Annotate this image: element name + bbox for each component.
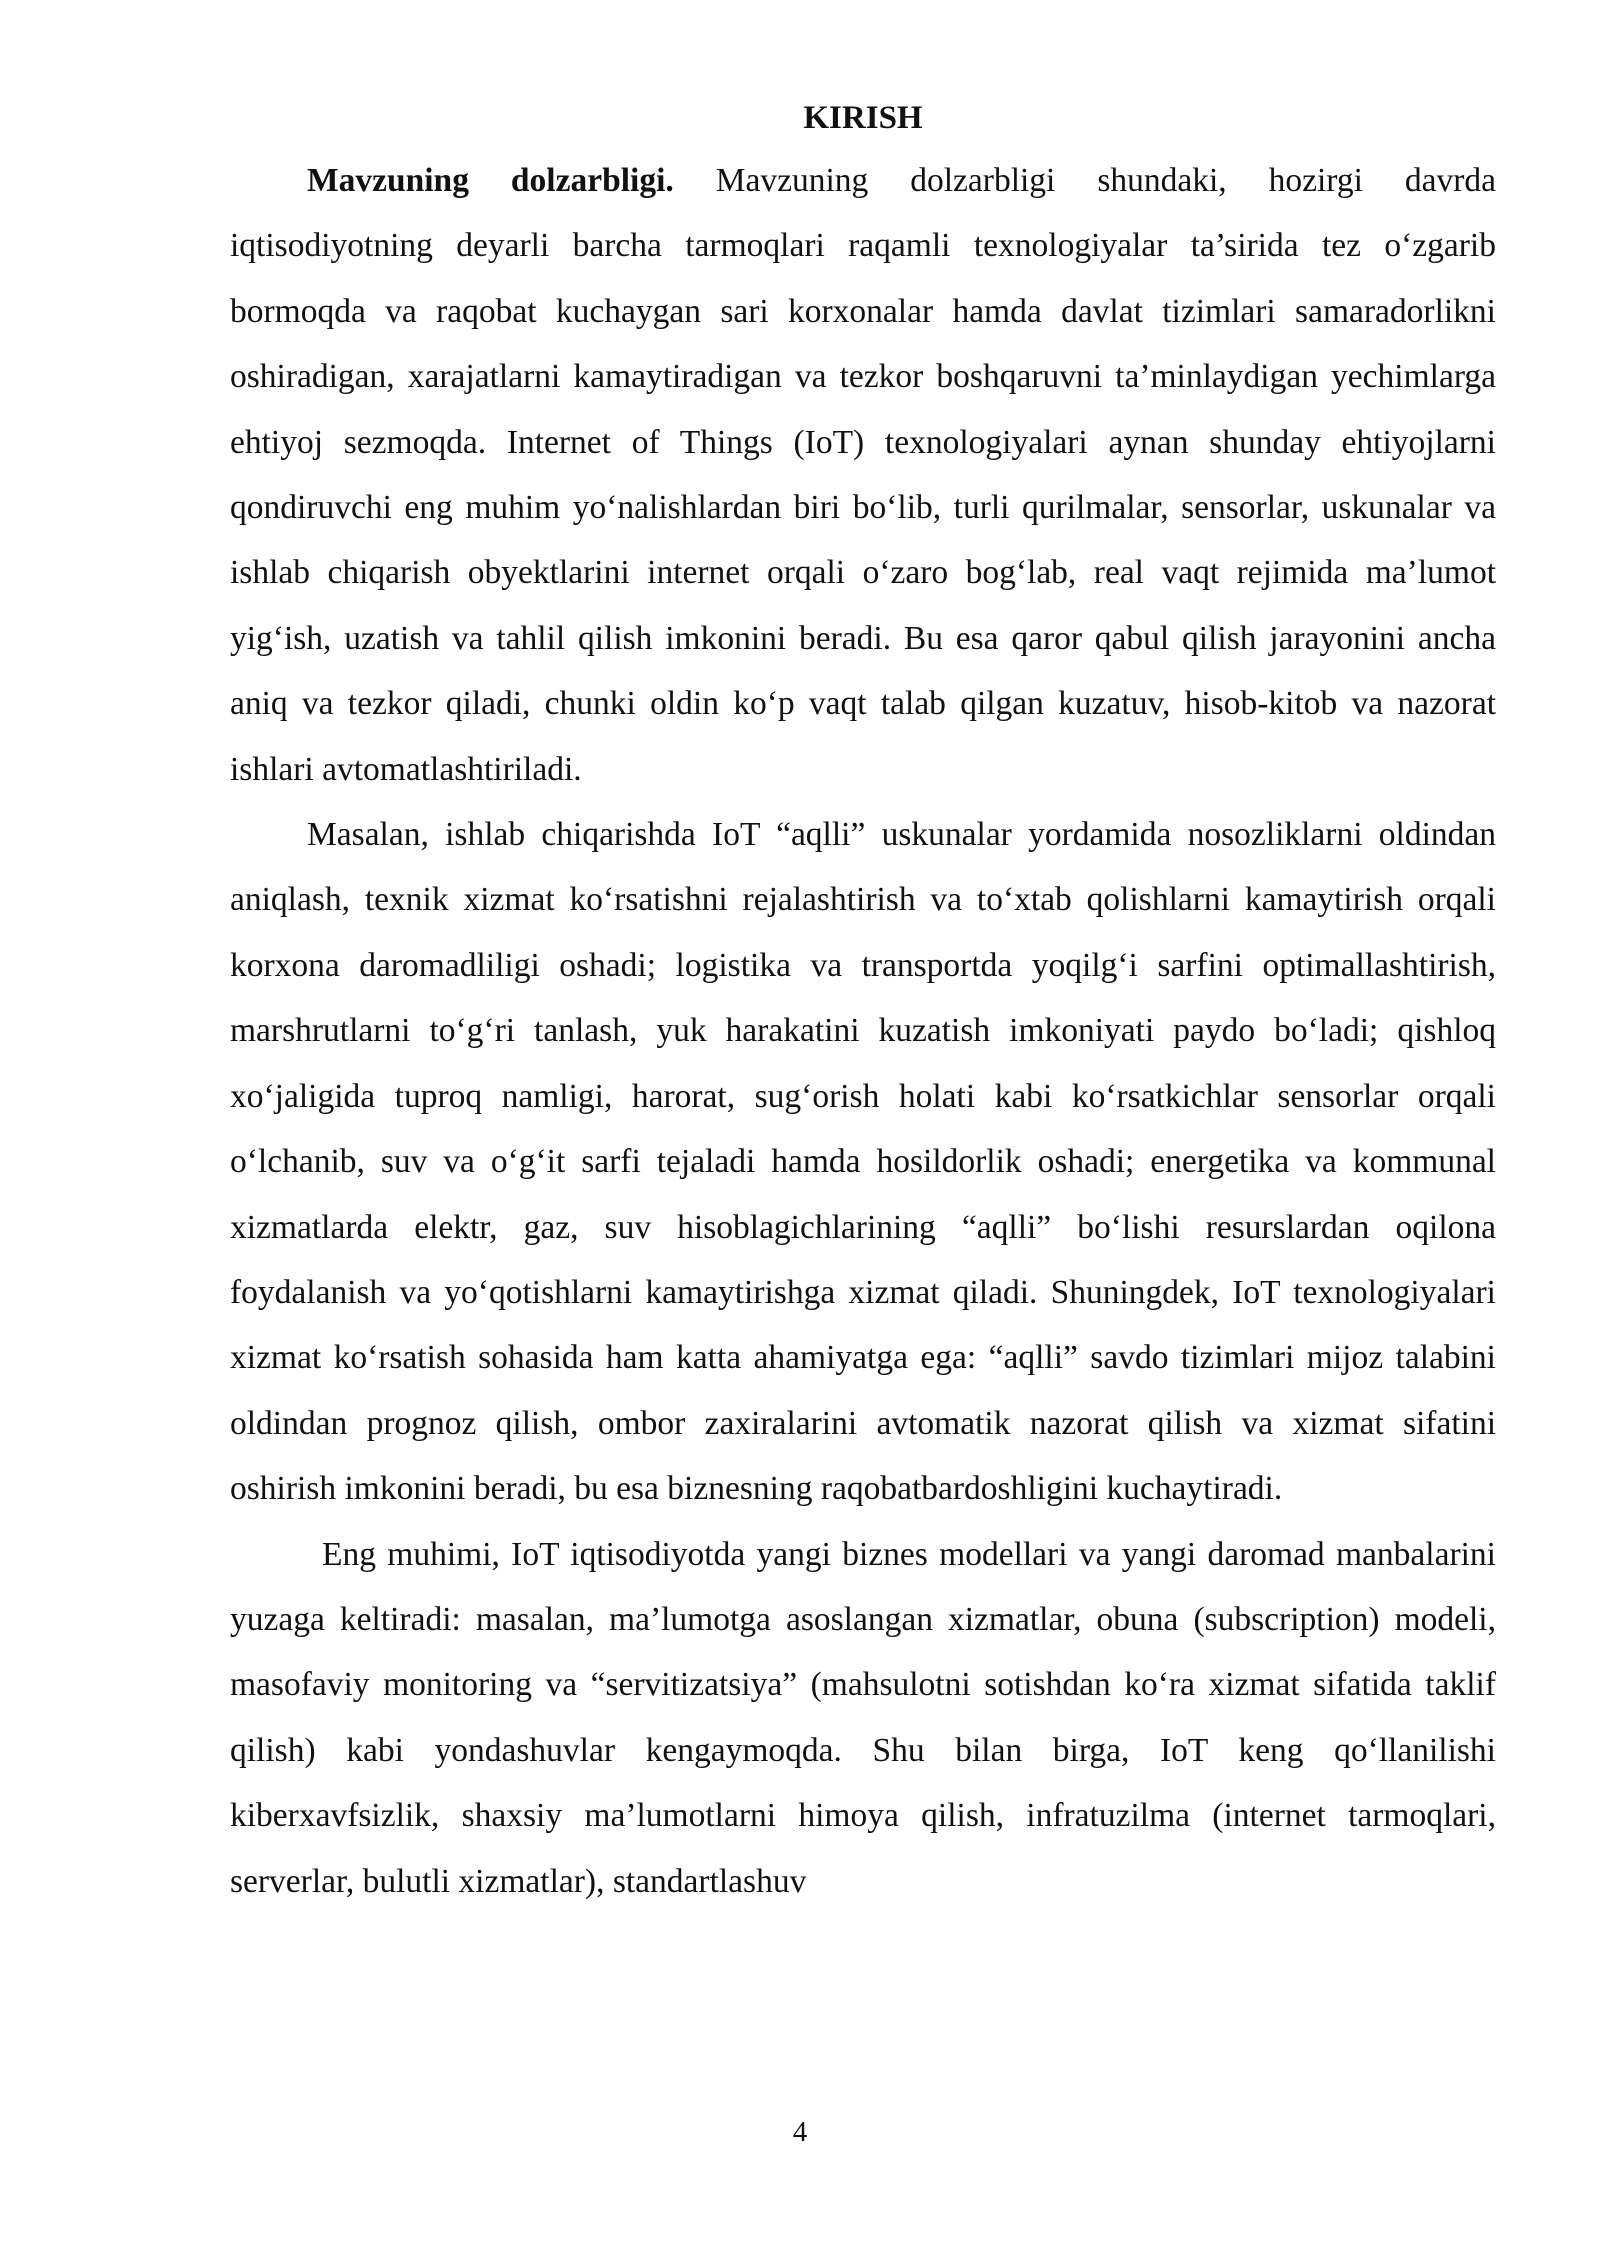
paragraph-text: Mavzuning dolzarbligi shundaki, hozirgi davrda iqtisodiyotning deyarli barcha tarmoqlari raqamli texnologiyalar ta’sirida tez o‘zgarib bormoqda va raqobat kuchaygan sari korxonalar hamda davlat tizimlari samaradorlikni oshiradigan, xarajatlarni kamaytiradigan va tezkor boshqaruvni ta’minlaydigan yechimlarga ehtiyoj sezmoqda. Internet of Things (IoT) texnologiyalari aynan shunday ehtiyojlarni qondiruvchi eng muhim yo‘nalishlardan biri bo‘lib, turli qurilmalar, sensorlar, uskunalar va ishlab chiqarish obyektlarini internet orqali o‘zaro bog‘lab, real vaqt rejimida ma’lumot yig‘ish, uzatish va tahlil qilish imkonini beradi. Bu esa qaror qabul qilish jarayonini ancha aniq va tezkor qiladi, chunki oldin ko‘p vaqt talab qilgan kuzatuv, hisob-kitob va nazorat ishlari avtomatlashtiriladi. bbox=[230, 162, 1496, 788]
page-content bbox=[230, 88, 1496, 1914]
section-heading: KIRISH bbox=[803, 100, 923, 136]
paragraph-examples bbox=[230, 802, 1496, 1521]
paragraph-relevance bbox=[230, 148, 1496, 802]
paragraph-lead: Mavzuning dolzarbligi. bbox=[307, 162, 674, 199]
page-number: 4 bbox=[792, 2116, 808, 2148]
paragraph-text: Masalan, ishlab chiqarishda IoT “aqlli” uskunalar yordamida nosozliklarni oldindan aniqlash, texnik xizmat ko‘rsatishni rejalashtirish va to‘xtab qolishlarni kamaytirish orqali korxona daromadliligi oshadi; logistika va transportda yoqilg‘i sarfini optimallashtirish, marshrutlarni to‘g‘ri tanlash, yuk harakatini kuzatish imkoniyati paydo bo‘ladi; qishloq xo‘jaligida tuproq namligi, harorat, sug‘orish holati kabi ko‘rsatkichlar sensorlar orqali o‘lchanib, suv va o‘g‘it sarfi tejaladi hamda hosildorlik oshadi; energetika va kommunal xizmatlarda elektr, gaz, suv hisoblagichlarining “aqlli” bo‘lishi resurslardan oqilona foydalanish va yo‘qotishlarni kamaytirishga xizmat qiladi. Shuningdek, IoT texnologiyalari xizmat ko‘rsatish sohasida ham katta ahamiyatga ega: “aqlli” savdo tizimlari mijoz talabini oldindan prognoz qilish, ombor zaxiralarini avtomatik nazorat qilish va xizmat sifatini oshirish imkonini beradi, bu esa biznesning raqobatbardoshligini kuchaytiradi. bbox=[230, 816, 1496, 1508]
paragraph-business-models bbox=[230, 1522, 1496, 1914]
paragraph-text: Eng muhimi, IoT iqtisodiyotda yangi biznes modellari va yangi daromad manbalarini yuzaga keltiradi: masalan, ma’lumotga asoslangan xizmatlar, obuna (subscription) modeli, masofaviy monitoring va “servitizatsiya” (mahsulotni sotishdan ko‘ra xizmat sifatida taklif qilish) kabi yondashuvlar kengaymoqda. Shu bilan birga, IoT keng qo‘llanilishi kiberxavfsizlik, shaxsiy ma’lumotlarni himoya qilish, infratuzilma (internet tarmoqlari, serverlar, bulutli xizmatlar), standartlashuv bbox=[230, 1535, 1496, 1900]
